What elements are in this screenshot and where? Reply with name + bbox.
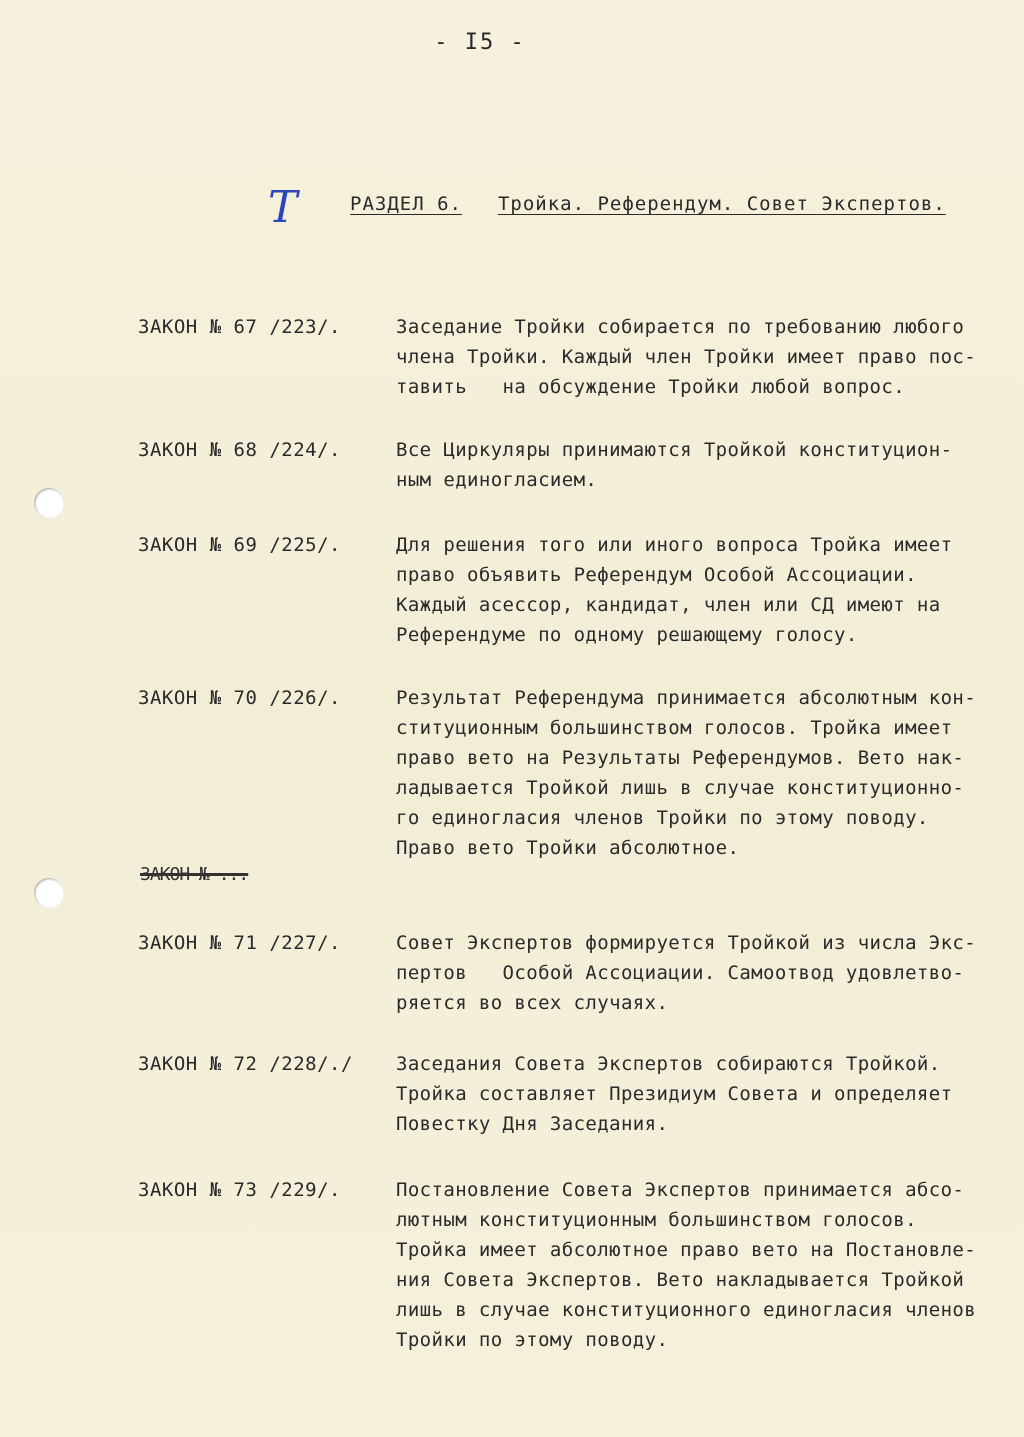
law-line: Референдуме по одному решающему голосу. <box>396 624 858 646</box>
law-line: ладывается Тройкой лишь в случае конституционно- <box>396 777 965 799</box>
law-line: Совет Экспертов формируется Тройкой из числа Экс- <box>396 932 977 954</box>
law-label: ЗАКОН № 72 /228/./ <box>138 1053 353 1075</box>
law-line: члена Тройки. Каждый член Тройки имеет право пос- <box>396 346 977 368</box>
law-line: Тройки по этому поводу. <box>396 1329 669 1351</box>
punch-hole-icon <box>34 488 64 518</box>
law-line: ния Совета Экспертов. Вето накладывается Тройкой <box>396 1269 965 1291</box>
section-heading <box>350 193 946 215</box>
law-label: ЗАКОН № 71 /227/. <box>138 932 341 954</box>
law-line: Все Циркуляры принимаются Тройкой конституцион- <box>396 439 953 461</box>
law-text <box>396 530 1024 650</box>
law-label: ЗАКОН № 68 /224/. <box>138 439 341 461</box>
law-line: лишь в случае конституционного единогласия членов <box>396 1299 977 1321</box>
law-line: тавить на обсуждение Тройки любой вопрос. <box>396 376 906 398</box>
law-label: ЗАКОН № 69 /225/. <box>138 534 341 556</box>
law-line: Тройка имеет абсолютное право вето на Постановле- <box>396 1239 977 1261</box>
law-text <box>396 683 1024 863</box>
law-text <box>396 1049 1024 1139</box>
law-line: Каждый асессор, кандидат, член или СД имеют на <box>396 594 941 616</box>
law-text <box>396 1175 1024 1355</box>
law-text <box>396 435 1024 495</box>
law-line: ряется во всех случаях. <box>396 992 669 1014</box>
law-line: лютным конституционным большинством голосов. <box>396 1209 917 1231</box>
law-line: ституционным большинством голосов. Тройка имеет <box>396 717 953 739</box>
law-line: право объявить Референдум Особой Ассоциации. <box>396 564 917 586</box>
page-number: - I5 - <box>434 30 526 55</box>
struck-out-text: ЗАКОН № ... <box>140 864 249 885</box>
punch-hole-icon <box>34 878 64 908</box>
law-label: ЗАКОН № 67 /223/. <box>138 316 341 338</box>
law-text <box>396 928 1024 1018</box>
law-line: право вето на Результаты Референдумов. Вето нак- <box>396 747 965 769</box>
law-line: Постановление Совета Экспертов принимается абсо- <box>396 1179 965 1201</box>
law-line: Повестку Дня Заседания. <box>396 1113 669 1135</box>
law-label: ЗАКОН № 73 /229/. <box>138 1179 341 1201</box>
law-line: го единогласия членов Тройки по этому поводу. <box>396 807 929 829</box>
law-line: Заседание Тройки собирается по требованию любого <box>396 316 965 338</box>
law-line: пертов Особой Ассоциации. Самоотвод удовлетво- <box>396 962 965 984</box>
law-line: Тройка составляет Президиум Совета и определяет <box>396 1083 953 1105</box>
handwritten-mark: T <box>268 182 298 233</box>
law-line: Заседания Совета Экспертов собираются Тройкой. <box>396 1053 941 1075</box>
law-text <box>396 312 1024 402</box>
law-line: Для решения того или иного вопроса Тройка имеет <box>396 534 953 556</box>
law-line: Результат Референдума принимается абсолютным кон- <box>396 687 977 709</box>
law-label: ЗАКОН № 70 /226/. <box>138 687 341 709</box>
section-title: Тройка. Референдум. Совет Экспертов. <box>497 193 946 215</box>
section-label: РАЗДЕЛ 6. <box>350 193 462 215</box>
law-line: ным единогласием. <box>396 469 598 491</box>
law-line: Право вето Тройки абсолютное. <box>396 837 740 859</box>
